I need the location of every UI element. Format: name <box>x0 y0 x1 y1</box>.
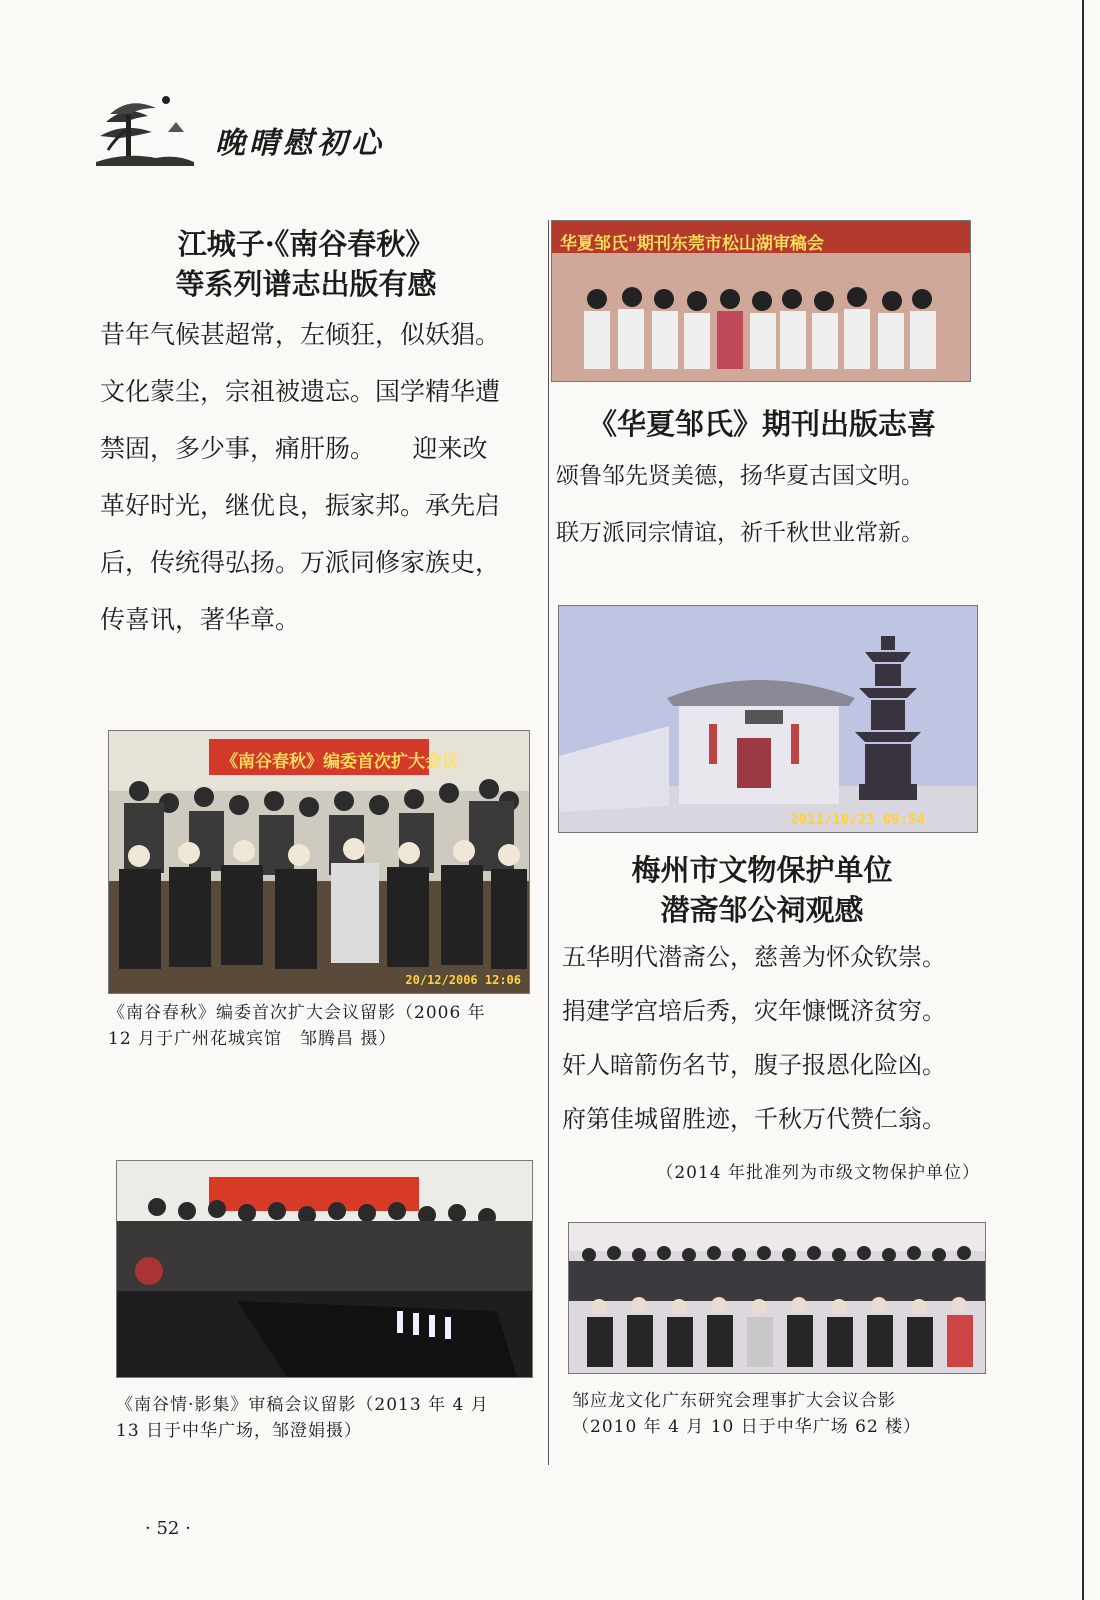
photo-banner: 华夏邹氏"期刊东莞市松山湖审稿会 <box>560 234 824 254</box>
column-divider <box>548 220 549 1465</box>
review-photo-caption <box>116 1392 546 1444</box>
group-photo-2010 <box>568 1222 986 1374</box>
poem3-line: 奸人暗箭伤名节，腹子报恩化险凶。 <box>562 1051 946 1079</box>
poem3-line: 五华明代潜斋公，慈善为怀众钦崇。 <box>562 943 946 971</box>
page-edge-line <box>1082 0 1084 1600</box>
review-meeting-photo-2013 <box>116 1160 533 1378</box>
poem1-title <box>100 224 512 304</box>
poem2-line: 联万派同宗情谊，祈千秋世业常新。 <box>556 520 924 546</box>
photo-timestamp: 20/12/2006 12:06 <box>405 973 521 987</box>
poem2-body <box>556 448 976 562</box>
poem1-title-line1: 江城子·《南谷春秋》 <box>177 227 435 261</box>
poem3-title-line1: 梅州市文物保护单位 <box>631 853 893 887</box>
poem3-note: （2014 年批准列为市级文物保护单位） <box>656 1163 980 1183</box>
ancestral-hall-photo <box>558 605 978 833</box>
caption-line: 邹应龙文化广东研究会理事扩大会议合影 <box>572 1391 896 1411</box>
pine-tree-icon <box>96 92 196 170</box>
meeting-photo-2006 <box>108 730 530 994</box>
poem1-line: 禁固，多少事，痛肝肠。 迎来改 <box>100 434 488 463</box>
photo-timestamp: 2011/10/23 09:54 <box>790 812 925 828</box>
poem3-title <box>556 850 968 930</box>
page-number: · 52 · <box>145 1518 191 1539</box>
poem1-line: 文化蒙尘，宗祖被遗忘。国学精华遭 <box>100 377 501 406</box>
poem1-line: 昔年气候甚超常，左倾狂，似妖猖。 <box>100 320 501 349</box>
poem3-line: 捐建学宫培后秀，灾年慷慨济贫穷。 <box>562 997 946 1025</box>
poem3-body <box>562 930 982 1146</box>
journal-review-photo <box>551 220 971 382</box>
poem2-line: 颂鲁邹先贤美德，扬华夏古国文明。 <box>556 463 924 489</box>
poem3-title-line2: 潜斋邹公祠观感 <box>660 893 864 927</box>
meeting-photo-caption <box>108 1000 538 1052</box>
caption-line: （2010 年 4 月 10 日于中华广场 62 楼） <box>572 1417 922 1437</box>
caption-line: 《南谷春秋》编委首次扩大会议留影（2006 年 <box>108 1003 486 1023</box>
group-photo-caption <box>572 1388 992 1440</box>
section-title: 晚晴慰初心 <box>215 126 385 161</box>
poem1-line: 后，传统得弘扬。万派同修家族史， <box>100 548 501 577</box>
poem1-body <box>100 306 540 648</box>
poem2-title: 《华夏邹氏》期刊出版志喜 <box>587 407 936 441</box>
photo-banner: 《南谷春秋》编委首次扩大会议 <box>221 752 459 772</box>
poem1-title-line2: 等系列谱志出版有感 <box>175 267 437 301</box>
caption-line: 13 日于中华广场，邹澄娟摄） <box>116 1421 363 1441</box>
poem1-line: 革好时光，继优良，振家邦。承先启 <box>100 491 501 520</box>
poem3-line: 府第佳城留胜迹，千秋万代赞仁翁。 <box>562 1105 946 1133</box>
poem1-line: 传喜讯，著华章。 <box>100 605 301 634</box>
caption-line: 《南谷情·影集》审稿会议留影（2013 年 4 月 <box>116 1395 489 1415</box>
caption-line: 12 月于广州花城宾馆 邹腾昌 摄） <box>108 1029 397 1049</box>
